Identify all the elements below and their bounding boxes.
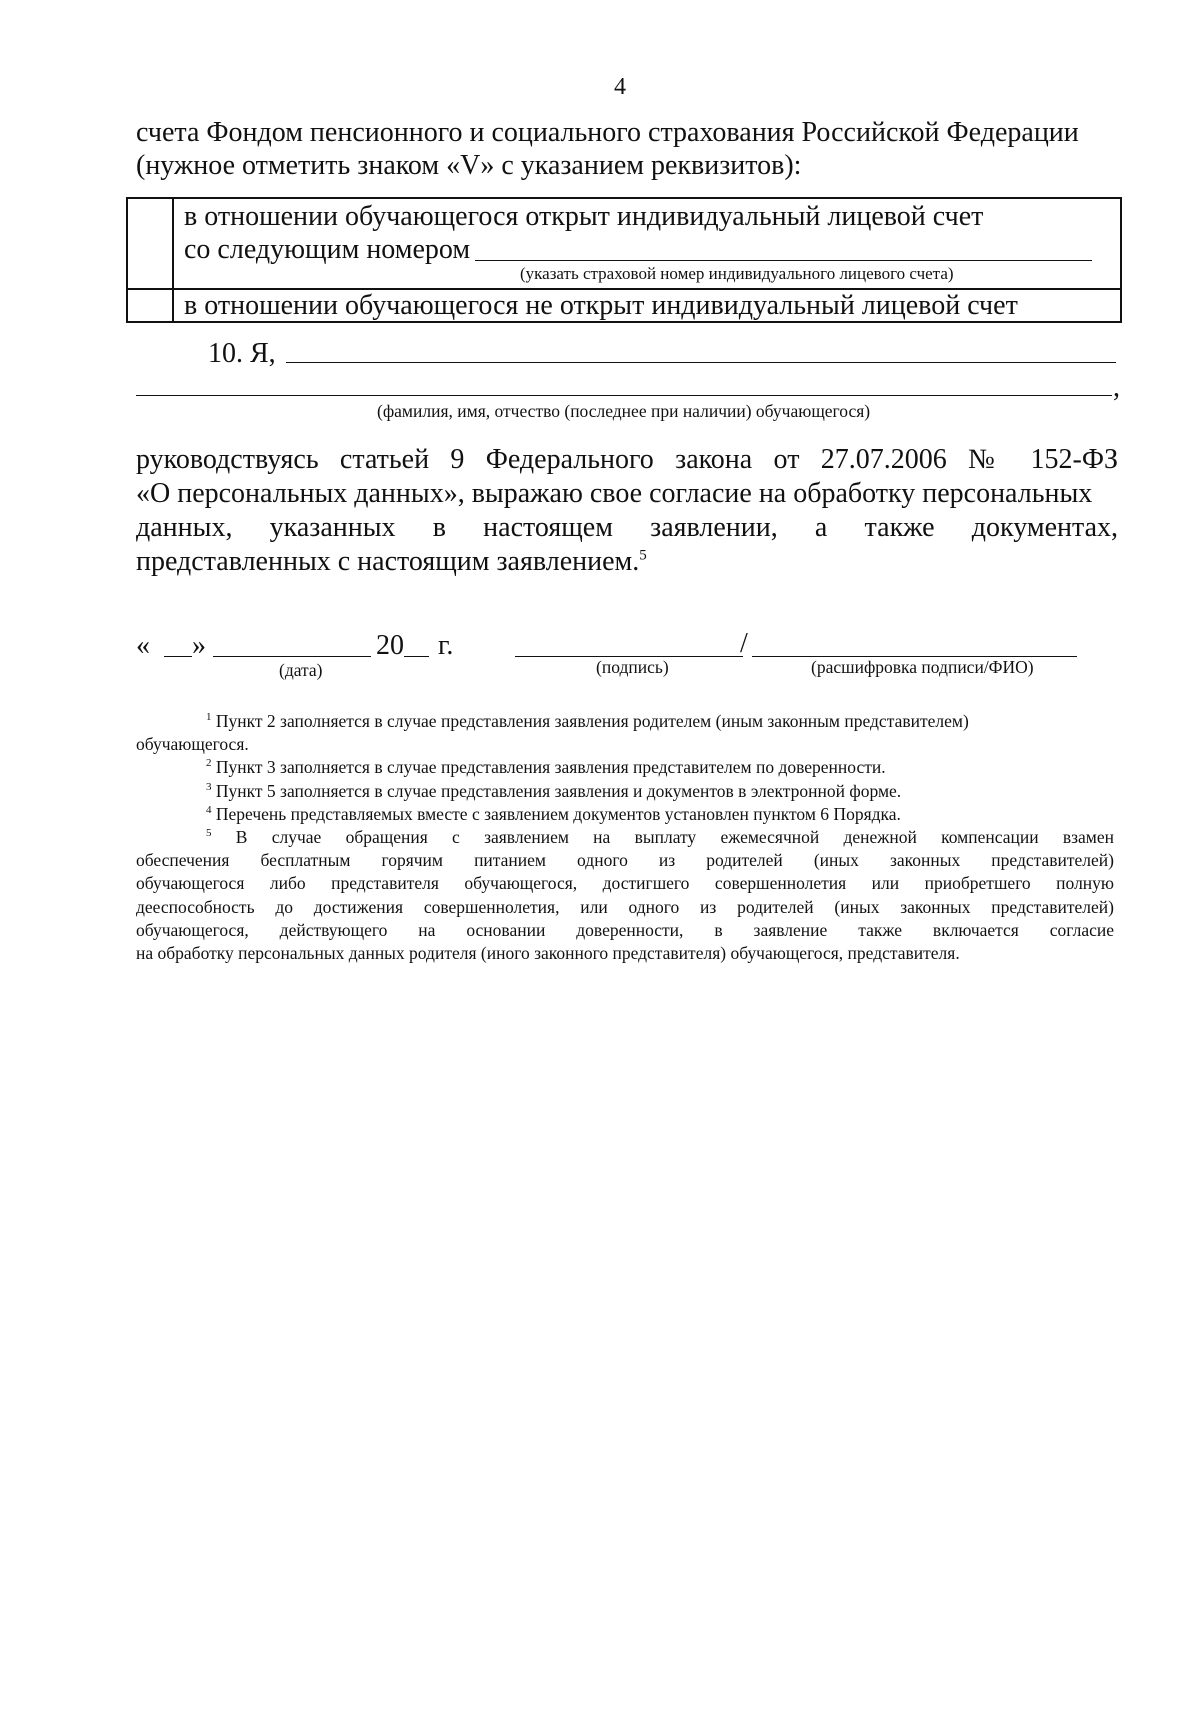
fio-hint: (фамилия, имя, отчество (последнее при наличии) обучающегося) [377,401,871,421]
page-number: 4 [614,74,626,100]
footnote-text: Пункт 2 заполняется в случае представления заявления родителем (иным законным представителем) [215,711,969,731]
checkbox-opened[interactable] [127,198,173,289]
footnote-5-cont: дееспособность до достижения совершеннолетия, или одного из родителей (иных законных представителей) [136,896,1114,917]
year-prefix: 20 [376,630,404,661]
signature-hint: (подпись) [596,657,669,677]
fio-comma: , [1113,372,1120,403]
footnote-3 [136,781,1114,804]
footnote-mark: 1 [206,711,212,724]
footnote-ref-5: 5 [639,547,647,564]
footnote-text: Пункт 3 заполняется в случае представления заявления представителем по доверенности. [215,757,886,778]
footnote-mark: 4 [206,803,212,816]
footnote-mark: 5 [206,827,212,840]
consent-line: «О персональных данных», выражаю свое согласие на обработку персональных [136,478,1093,509]
fio-field-line-1[interactable] [286,362,1116,363]
footnote-text: Перечень представляемых вместе с заявлением документов установлен пунктом 6 Порядка. [215,803,901,824]
day-field[interactable] [164,656,192,657]
footnote-4 [136,804,1114,827]
footnote-mark: 2 [206,757,212,770]
footnote-5-cont: обеспечения бесплатным горячим питанием одного из родителей (иных законных представителей) [136,850,1114,871]
option-opened-label: в отношении обучающегося открыт индивидуальный лицевой счет [184,201,984,232]
footnote-5-cont: на обработку персональных данных родителя (иного законного представителя) обучающегося, представителя. [136,942,960,963]
consent-line: руководствуясь статьей 9 Федерального закона от 27.07.2006 № 152-ФЗ [136,444,1118,475]
date-hint: (дата) [279,660,323,680]
month-field[interactable] [213,656,371,657]
item-10-label: 10. Я, [208,338,276,369]
consent-line: данных, указанных в настоящем заявлении, а также документах, [136,512,1118,543]
date-quote-open: « [136,630,150,661]
intro-paragraph [136,117,1116,183]
option-cell-opened [173,198,1121,289]
checkbox-not-opened[interactable] [127,289,173,322]
footnote-5-cont: обучающегося либо представителя обучающегося, достигшего совершеннолетия или приобретшего полную [136,873,1114,894]
option-row-opened [127,198,1121,289]
footnote-1 [136,711,1114,734]
intro-line: счета Фондом пенсионного и социального страхования Российской Федерации [136,117,1079,148]
consent-paragraph [136,444,1118,580]
signature-fio-hint: (расшифровка подписи/ФИО) [811,657,1034,677]
date-quote-close: » [192,630,206,661]
footnote-5-cont: обучающегося, действующего на основании доверенности, в заявление также включается согласие [136,919,1114,940]
option-not-opened-label: в отношении обучающегося не открыт индивидуальный лицевой счет [184,290,1018,321]
footnote-text: В случае обращения с заявлением на выплату ежемесячной денежной компенсации взамен [235,826,1115,847]
footnote-text: Пункт 5 заполняется в случае представления заявления и документов в электронной форме. [215,780,902,801]
intro-line: (нужное отметить знаком «V» с указанием реквизитов): [136,150,802,181]
footnote-1-cont: обучающегося. [136,734,249,755]
option-cell-not-opened [173,289,1121,322]
fio-field-line-2[interactable] [136,395,1112,396]
snils-number-field[interactable] [475,260,1092,261]
account-options-table [126,197,1122,323]
consent-line-text: представленных с настоящим заявлением. [136,546,640,577]
consent-line-last [136,546,1118,580]
year-field[interactable] [404,656,429,657]
footnote-5 [136,827,1114,850]
footnote-mark: 3 [206,780,212,793]
option-row-not-opened [127,289,1121,322]
footnotes [136,711,1114,966]
signature-slash: / [740,628,748,659]
snils-hint: (указать страховой номер индивидуального лицевого счета) [520,264,954,283]
footnote-2 [136,757,1114,780]
option-opened-number-label: со следующим номером [184,234,471,265]
year-suffix: г. [438,630,454,661]
